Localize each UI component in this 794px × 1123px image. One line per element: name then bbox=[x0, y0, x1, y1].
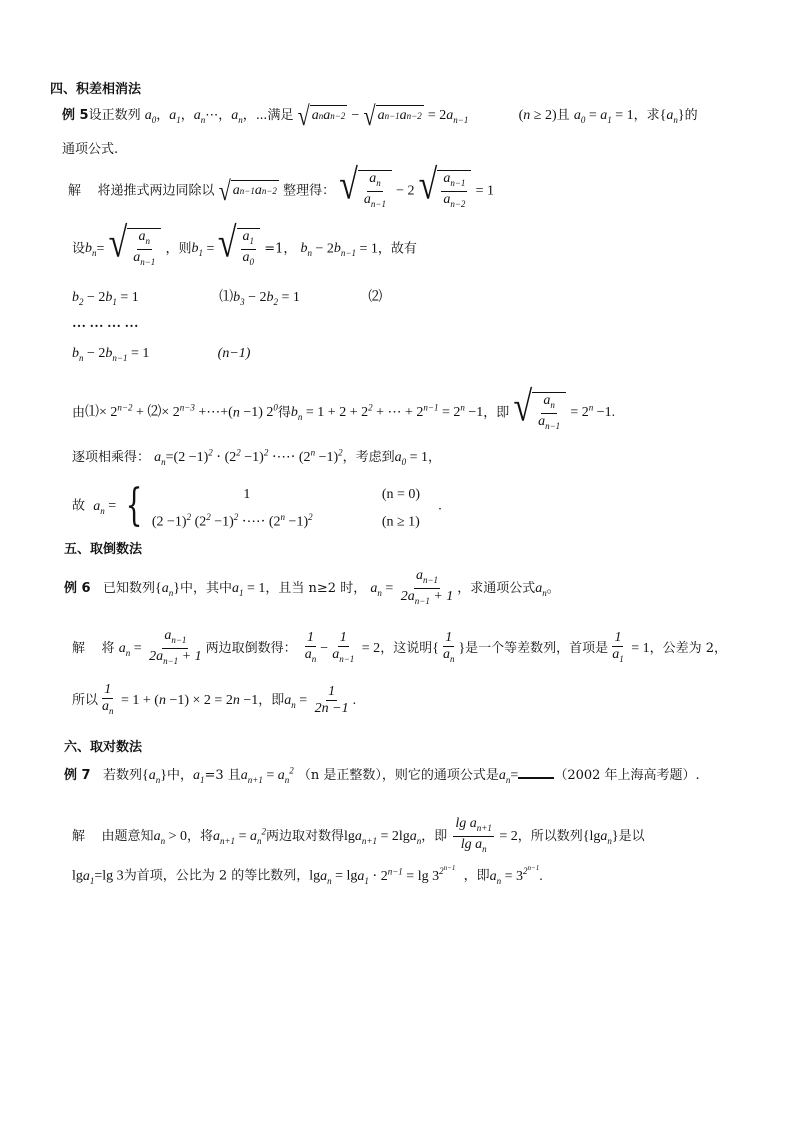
section-6-title: 六、取对数法 bbox=[64, 740, 143, 755]
text: ，即 bbox=[463, 868, 490, 884]
text: 。 bbox=[546, 580, 560, 596]
text: ，且当 n≥2 时， bbox=[265, 580, 367, 596]
case-1-condition: (n = 0) bbox=[381, 487, 421, 502]
text: ，即 bbox=[483, 405, 510, 421]
text: ，则 bbox=[165, 241, 192, 257]
text: 将 bbox=[101, 640, 115, 656]
text: 故 bbox=[72, 498, 86, 514]
ellipsis-row: … … … … bbox=[72, 316, 139, 331]
text: ，求 bbox=[633, 108, 660, 123]
text: 所以 bbox=[72, 692, 99, 708]
text: 中， bbox=[166, 768, 193, 783]
sum-line: 由⑴× $2^{n-2}$ + ⑵× $2^{n-3}$ +⋯+(n −1) $2^0$得$b_n = 1 + 2 + 2^2$ + ⋯ + $2^{n-1} = 2^n -1$，即 √ $\frac{a_n}{a_{n-1}}$ = $2^n -1$. bbox=[72, 392, 615, 434]
text: 两边取对数得 bbox=[265, 828, 344, 844]
text: ，故有 bbox=[377, 241, 417, 257]
text: 且 bbox=[556, 108, 570, 123]
text: 满足 bbox=[267, 108, 294, 123]
tag-n: (n−1) bbox=[217, 346, 251, 361]
example-7-statement: 例 7 若数列$\{a_n\}$中，$a_1=3$ 且$a_{n+1} = a_n^2$ （n 是正整数），则它的通项公式是$a_n= (2002$ 年上海高考题）. bbox=[64, 765, 700, 785]
text: 将递推式两边同除以 bbox=[97, 183, 215, 199]
example-7-conclusion: lga$_1$=lg 3为首项，公比为 2 的等比数列，$\lg a_n = \lg a_1 \cdot 2^{n-1} = \lg 3^{2^{n-1}}$ ，即$a_n = 3^{2^{n-1}}$. bbox=[72, 864, 543, 886]
piecewise-result: 故 $a_n$ = { 1 (n = 0) $(2 -1)^2$ $(2^2 -1)^2$ ⋅⋯⋅ $(2^n -1)^2$ (n ≥ 1) . bbox=[72, 480, 442, 531]
text: 逐项相乘得： bbox=[72, 450, 151, 465]
equation-1-2: $b_2 - 2b_1 = 1$ $⑴b_3 - 2b_2 = 1$ ⑵ bbox=[72, 290, 383, 307]
example-5-statement: 例 5设正数列 $a_0$，$a_1$，$a_n\cdots$，$a_n$，⋯满足 √ a n a n−2 − √ a n−1 a n−2 = $2a_{n-1}$ (n ≥ 2)且 $a_0 = a_1 = 1$，求$\{a_n\}$的 bbox=[62, 99, 698, 131]
text: 是以 bbox=[618, 828, 645, 844]
solution-label: 解 bbox=[68, 183, 82, 199]
example-5-solution-1: 解 将递推式两边同除以 √ a n−1 a n−2 整理得： √ $\frac{a_n}{a_{n-1}}$ − 2 √ $\frac{a_{n-1}}{a_{n-2}}$ = 1 bbox=[68, 170, 494, 212]
text: （2002 年上海高考题）. bbox=[554, 768, 700, 783]
text: 由 bbox=[72, 405, 86, 421]
solution-label: 解 bbox=[72, 828, 86, 844]
tag-2: ⑵ bbox=[368, 290, 383, 305]
text: 中，其中 bbox=[179, 580, 232, 596]
example-5-line2: 通项公式. bbox=[62, 142, 119, 157]
example-7-solution: 解 由题意知$a_n > 0$，将$a_{n+1} = a_n^2$两边取对数得lga$_{n+1}$ = 2lga$_n$，即 $\frac{\lg a_{n+1}}{\lg a_n}$ = 2，所以数列{lga$_n$}是以 bbox=[72, 816, 645, 854]
text: =3 且 bbox=[204, 768, 241, 783]
product-line: 逐项相乘得： $a_n=(2 -1)^2 \cdot (2^2 -1)^2$ ⋅⋯⋅ $(2^n -1)^2$，考虑到$a_0 = 1$， bbox=[72, 447, 442, 467]
text: 整理得： bbox=[283, 183, 336, 199]
equation-n: $b_n - 2b_{n-1} = 1$ (n−1) bbox=[72, 346, 251, 363]
example-5-label: 例 5 bbox=[62, 108, 89, 123]
text: 是一个等差数列，首项是 bbox=[465, 640, 609, 656]
example-6-conclusion: 所以 $\frac{1}{a_n}$ = 1 + (n −1) × 2 = 2n −1，即$a_n$ = $\frac{1}{2n -1}$ . bbox=[72, 682, 357, 716]
text: ，即 bbox=[421, 828, 448, 844]
case-2-condition: (n ≥ 1) bbox=[381, 514, 420, 530]
section-4-title: 四、积差相消法 bbox=[50, 82, 142, 97]
text: 得 bbox=[277, 405, 291, 421]
example-6-solution: 解 将 $a_n$ = $\frac{a_{n-1}}{2a_{n-1} + 1}$ 两边取倒数得： $\frac{1}{a_n}$ − $\frac{1}{a_{n-1}}$ = 2，这说明{ $\frac{1}{a_n}$ }是一个等差数列，首项是 $\frac{1}{a_1}$ = 1，公差为 2， bbox=[72, 628, 727, 666]
tag-1: ⑴ bbox=[219, 290, 234, 305]
text: 由题意知 bbox=[101, 828, 154, 844]
text: 若数列 bbox=[102, 768, 142, 783]
example-7-label: 例 7 bbox=[64, 768, 91, 783]
text: ，所以数列 bbox=[517, 828, 583, 844]
text: 的 bbox=[684, 108, 698, 123]
text: 两边取倒数得： bbox=[205, 640, 297, 656]
text: ，考虑到 bbox=[342, 450, 395, 465]
example-5-set-b: 设$b_n=$ √ $\frac{a_n}{a_{n-1}}$ ，则$b_1$ = √ $\frac{a_1}{a_0}$ =1， $b_n - 2b_{n-1} = 1$，故有 bbox=[72, 228, 417, 270]
text: ，求通项公式 bbox=[457, 580, 536, 596]
text: 设 bbox=[72, 241, 86, 257]
section-5-title: 五、取倒数法 bbox=[64, 542, 143, 557]
answer-blank[interactable] bbox=[518, 767, 554, 779]
case-1-value: 1 bbox=[243, 487, 251, 502]
text: 为首项，公比为 2 的等比数列， bbox=[123, 868, 310, 884]
text: ，这说明 bbox=[380, 640, 433, 656]
text: 设正数列 bbox=[88, 108, 141, 123]
text: =1， bbox=[264, 241, 297, 257]
solution-label: 解 bbox=[72, 640, 86, 656]
example-6-label: 例 6 bbox=[64, 580, 91, 596]
text: 已知数列 bbox=[102, 580, 155, 596]
text: ，公差为 2， bbox=[649, 640, 727, 656]
text: ，即 bbox=[258, 692, 285, 708]
example-6-statement: 例 6 已知数列$\{a_n\}$中，其中$a_1 = 1$，且当 n≥2 时， $a_n$ = $\frac{a_{n-1}}{2a_{n-1} + 1}$ ，求通项公式$a_n$。 bbox=[64, 568, 560, 606]
text: （n 是正整数），则它的通项公式是 bbox=[297, 768, 499, 783]
text: ，将 bbox=[186, 828, 213, 844]
